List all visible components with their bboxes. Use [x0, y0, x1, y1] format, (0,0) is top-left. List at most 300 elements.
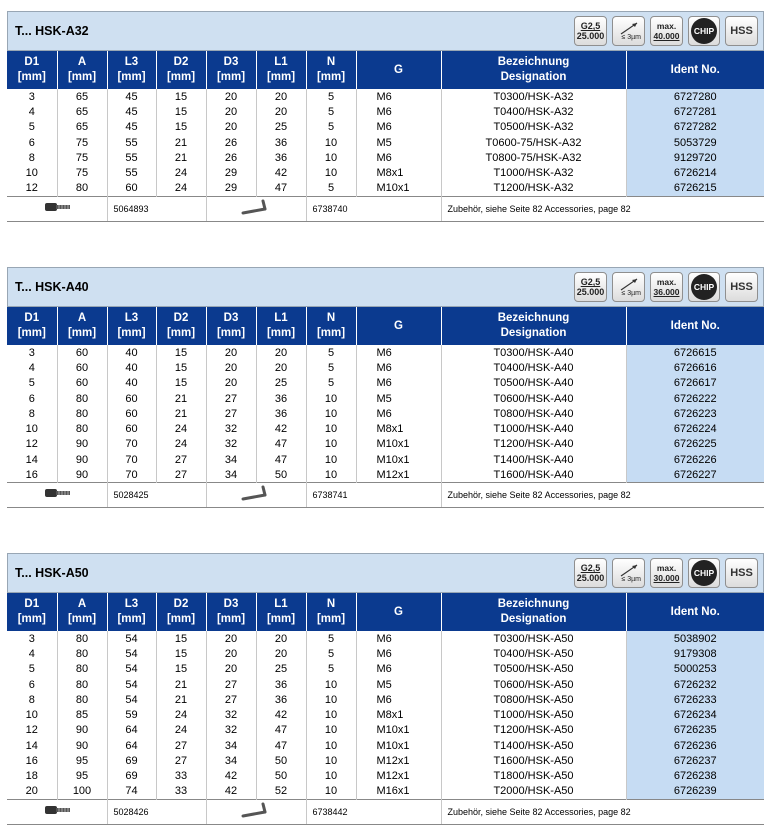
col-header-a: A [mm] — [57, 593, 107, 631]
cell-a: 90 — [57, 437, 107, 452]
cell-l3: 45 — [107, 104, 156, 119]
cell-n: 10 — [306, 452, 356, 467]
cell-d2: 24 — [156, 723, 206, 738]
cell-n: 10 — [306, 738, 356, 753]
cell-g: M6 — [356, 345, 441, 360]
cell-l1: 47 — [256, 452, 306, 467]
cell-a: 80 — [57, 181, 107, 196]
screw-icon — [7, 799, 107, 824]
cell-l3: 40 — [107, 376, 156, 391]
cell-a: 100 — [57, 784, 107, 799]
key-icon — [206, 196, 306, 221]
cell-designation: T0300/HSK-A32 — [441, 89, 626, 104]
section-title-bar — [7, 553, 764, 593]
cell-a: 80 — [57, 391, 107, 406]
cell-d1: 3 — [7, 345, 57, 360]
cell-d3: 20 — [206, 646, 256, 661]
cell-n: 5 — [306, 181, 356, 196]
product-section-1 — [7, 267, 764, 508]
cell-l1: 20 — [256, 89, 306, 104]
cell-l1: 25 — [256, 662, 306, 677]
cell-n: 10 — [306, 421, 356, 436]
cell-d2: 21 — [156, 391, 206, 406]
cell-d3: 20 — [206, 120, 256, 135]
cell-ident-no: 6726225 — [626, 437, 764, 452]
cell-ident-no: 6726227 — [626, 467, 764, 482]
table-row — [7, 376, 764, 391]
max-rpm-badge: max. 40.000 — [650, 16, 683, 46]
cell-ident-no: 6726223 — [626, 406, 764, 421]
cell-d3: 27 — [206, 391, 256, 406]
product-section-2 — [7, 553, 764, 825]
cell-l3: 54 — [107, 692, 156, 707]
cell-a: 80 — [57, 421, 107, 436]
cell-d3: 20 — [206, 89, 256, 104]
cell-d3: 27 — [206, 692, 256, 707]
cell-a: 75 — [57, 150, 107, 165]
cell-d1: 6 — [7, 391, 57, 406]
cell-d1: 4 — [7, 646, 57, 661]
col-header-d2: D2 [mm] — [156, 307, 206, 345]
cell-d1: 6 — [7, 135, 57, 150]
cell-l3: 40 — [107, 345, 156, 360]
cell-l1: 20 — [256, 104, 306, 119]
spec-badges — [574, 272, 758, 302]
cell-ident-no: 6726235 — [626, 723, 764, 738]
cell-ident-no: 9179308 — [626, 646, 764, 661]
cell-d2: 24 — [156, 165, 206, 180]
cell-n: 10 — [306, 467, 356, 482]
cell-d2: 24 — [156, 707, 206, 722]
cell-g: M6 — [356, 150, 441, 165]
table-row — [7, 360, 764, 375]
cell-d1: 20 — [7, 784, 57, 799]
table-header-row — [7, 307, 764, 345]
product-table — [7, 51, 764, 222]
table-row — [7, 406, 764, 421]
chip-icon: CHIP — [691, 560, 717, 586]
cell-a: 90 — [57, 723, 107, 738]
cell-designation: T0400/HSK-A40 — [441, 360, 626, 375]
balance-grade-badge: $\frac{G2,5}{25.000}$ — [574, 558, 607, 588]
cell-designation: T0300/HSK-A40 — [441, 345, 626, 360]
cell-designation: T1200/HSK-A50 — [441, 723, 626, 738]
cell-d2: 24 — [156, 421, 206, 436]
cell-designation: T0800/HSK-A50 — [441, 692, 626, 707]
cell-n: 5 — [306, 646, 356, 661]
cell-ident-no: 6726239 — [626, 784, 764, 799]
cell-l3: 70 — [107, 467, 156, 482]
cell-g: M5 — [356, 391, 441, 406]
cell-ident-no: 6726615 — [626, 345, 764, 360]
cell-a: 80 — [57, 646, 107, 661]
cell-g: M6 — [356, 376, 441, 391]
cell-d2: 21 — [156, 150, 206, 165]
accessory-screw-id: 5064893 — [107, 196, 206, 221]
cell-ident-no: 9129720 — [626, 150, 764, 165]
cell-d3: 20 — [206, 376, 256, 391]
cell-a: 65 — [57, 120, 107, 135]
cell-ident-no: 5000253 — [626, 662, 764, 677]
balance-grade-badge: $\frac{G2,5}{25.000}$ — [574, 272, 607, 302]
screw-icon — [7, 196, 107, 221]
cell-d2: 15 — [156, 376, 206, 391]
cell-d1: 4 — [7, 104, 57, 119]
cell-a: 60 — [57, 376, 107, 391]
cell-l1: 50 — [256, 753, 306, 768]
cell-l1: 36 — [256, 391, 306, 406]
cell-d3: 32 — [206, 723, 256, 738]
cell-a: 60 — [57, 345, 107, 360]
cell-n: 5 — [306, 376, 356, 391]
cell-n: 10 — [306, 723, 356, 738]
cell-g: M5 — [356, 135, 441, 150]
chip-badge — [688, 558, 720, 588]
cell-d2: 15 — [156, 120, 206, 135]
cell-d3: 42 — [206, 769, 256, 784]
cell-designation: T0500/HSK-A50 — [441, 662, 626, 677]
cell-designation: T1600/HSK-A50 — [441, 753, 626, 768]
cell-d1: 3 — [7, 89, 57, 104]
cell-d1: 18 — [7, 769, 57, 784]
cell-d2: 15 — [156, 360, 206, 375]
col-header-d3: D3 [mm] — [206, 51, 256, 89]
col-header-designation: Bezeichnung Designation — [441, 307, 626, 345]
accessory-key-id: 6738741 — [306, 483, 441, 508]
cell-d3: 34 — [206, 452, 256, 467]
col-header-a: A [mm] — [57, 307, 107, 345]
cell-l1: 42 — [256, 421, 306, 436]
accessory-row — [7, 196, 764, 221]
cell-l3: 55 — [107, 135, 156, 150]
cell-g: M6 — [356, 646, 441, 661]
cell-ident-no: 6726224 — [626, 421, 764, 436]
cell-d2: 27 — [156, 467, 206, 482]
runout-badge: ≤ 3µm — [612, 16, 645, 46]
table-row — [7, 135, 764, 150]
cell-d3: 29 — [206, 181, 256, 196]
cell-g: M12x1 — [356, 467, 441, 482]
cell-l1: 36 — [256, 406, 306, 421]
cell-n: 5 — [306, 662, 356, 677]
cell-designation: T0600/HSK-A40 — [441, 391, 626, 406]
cell-n: 10 — [306, 707, 356, 722]
cell-d3: 42 — [206, 784, 256, 799]
cell-a: 80 — [57, 406, 107, 421]
cell-d1: 8 — [7, 406, 57, 421]
product-table — [7, 307, 764, 508]
cell-designation: T0500/HSK-A40 — [441, 376, 626, 391]
cell-d1: 5 — [7, 662, 57, 677]
cell-d1: 12 — [7, 437, 57, 452]
cell-n: 10 — [306, 784, 356, 799]
cell-d1: 4 — [7, 360, 57, 375]
cell-l3: 69 — [107, 753, 156, 768]
cell-l1: 47 — [256, 437, 306, 452]
cell-designation: T1200/HSK-A32 — [441, 181, 626, 196]
cell-a: 80 — [57, 677, 107, 692]
cell-a: 80 — [57, 662, 107, 677]
accessory-key-id: 6738442 — [306, 799, 441, 824]
key-icon — [206, 483, 306, 508]
table-body — [7, 89, 764, 221]
cell-l1: 47 — [256, 181, 306, 196]
table-row — [7, 345, 764, 360]
cell-g: M10x1 — [356, 738, 441, 753]
cell-d3: 29 — [206, 165, 256, 180]
cell-l3: 74 — [107, 784, 156, 799]
cell-ident-no: 6726236 — [626, 738, 764, 753]
cell-n: 10 — [306, 692, 356, 707]
cell-designation: T0300/HSK-A50 — [441, 631, 626, 646]
cell-d1: 16 — [7, 753, 57, 768]
accessory-note: Zubehör, siehe Seite 82 Accessories, page 82 — [441, 196, 764, 221]
col-header-d1: D1 [mm] — [7, 593, 57, 631]
cell-ident-no: 6726238 — [626, 769, 764, 784]
cell-l3: 59 — [107, 707, 156, 722]
col-header-l1: L1 [mm] — [256, 307, 306, 345]
cell-n: 10 — [306, 150, 356, 165]
section-title: T... HSK-A40 — [15, 280, 89, 294]
cell-d1: 14 — [7, 738, 57, 753]
col-header-a: A [mm] — [57, 51, 107, 89]
product-section-0 — [7, 11, 764, 222]
cell-ident-no: 5053729 — [626, 135, 764, 150]
cell-ident-no: 6726215 — [626, 181, 764, 196]
cell-d3: 20 — [206, 104, 256, 119]
cell-a: 85 — [57, 707, 107, 722]
table-row — [7, 738, 764, 753]
cell-g: M6 — [356, 631, 441, 646]
cell-d2: 24 — [156, 437, 206, 452]
cell-a: 95 — [57, 753, 107, 768]
accessory-note: Zubehör, siehe Seite 82 Accessories, page 82 — [441, 483, 764, 508]
spec-badges — [574, 16, 758, 46]
cell-l1: 50 — [256, 769, 306, 784]
cell-l1: 20 — [256, 360, 306, 375]
max-rpm-badge: max. 36.000 — [650, 272, 683, 302]
cell-d2: 15 — [156, 89, 206, 104]
cell-a: 90 — [57, 452, 107, 467]
cell-n: 5 — [306, 104, 356, 119]
hss-badge: HSS — [725, 16, 758, 46]
cell-g: M10x1 — [356, 723, 441, 738]
balance-grade-badge: $\frac{G2,5}{25.000}$ — [574, 16, 607, 46]
cell-g: M6 — [356, 360, 441, 375]
cell-l1: 20 — [256, 646, 306, 661]
cell-d1: 8 — [7, 692, 57, 707]
col-header-n: N [mm] — [306, 307, 356, 345]
cell-g: M10x1 — [356, 181, 441, 196]
accessory-note: Zubehör, siehe Seite 82 Accessories, page 82 — [441, 799, 764, 824]
cell-d3: 20 — [206, 631, 256, 646]
col-header-d1: D1 [mm] — [7, 51, 57, 89]
table-body — [7, 631, 764, 824]
chip-badge — [688, 272, 720, 302]
cell-l3: 54 — [107, 677, 156, 692]
cell-l1: 25 — [256, 376, 306, 391]
cell-g: M6 — [356, 692, 441, 707]
cell-a: 75 — [57, 135, 107, 150]
col-header-l3: L3 [mm] — [107, 593, 156, 631]
cell-designation: T1800/HSK-A50 — [441, 769, 626, 784]
cell-d2: 33 — [156, 784, 206, 799]
hss-badge: HSS — [725, 558, 758, 588]
cell-g: M8x1 — [356, 707, 441, 722]
cell-d1: 5 — [7, 376, 57, 391]
cell-n: 5 — [306, 120, 356, 135]
cell-n: 10 — [306, 769, 356, 784]
cell-l1: 36 — [256, 677, 306, 692]
cell-ident-no: 6726232 — [626, 677, 764, 692]
col-header-d3: D3 [mm] — [206, 307, 256, 345]
cell-g: M6 — [356, 104, 441, 119]
col-header-l3: L3 [mm] — [107, 307, 156, 345]
cell-designation: T0800-75/HSK-A32 — [441, 150, 626, 165]
cell-a: 80 — [57, 631, 107, 646]
cell-d3: 34 — [206, 467, 256, 482]
cell-designation: T0600/HSK-A50 — [441, 677, 626, 692]
table-row — [7, 120, 764, 135]
cell-l3: 45 — [107, 120, 156, 135]
cell-g: M8x1 — [356, 421, 441, 436]
cell-d3: 20 — [206, 662, 256, 677]
table-row — [7, 437, 764, 452]
spec-badges — [574, 558, 758, 588]
col-header-d3: D3 [mm] — [206, 593, 256, 631]
cell-l1: 20 — [256, 345, 306, 360]
cell-d3: 34 — [206, 738, 256, 753]
cell-ident-no: 6726222 — [626, 391, 764, 406]
cell-n: 10 — [306, 406, 356, 421]
cell-l1: 52 — [256, 784, 306, 799]
cell-d2: 24 — [156, 181, 206, 196]
cell-d2: 27 — [156, 753, 206, 768]
col-header-l1: L1 [mm] — [256, 593, 306, 631]
table-row — [7, 452, 764, 467]
cell-g: M10x1 — [356, 437, 441, 452]
cell-l1: 47 — [256, 738, 306, 753]
accessory-row — [7, 483, 764, 508]
cell-n: 5 — [306, 89, 356, 104]
table-row — [7, 753, 764, 768]
cell-l3: 60 — [107, 181, 156, 196]
table-row — [7, 391, 764, 406]
cell-ident-no: 6726617 — [626, 376, 764, 391]
cell-d1: 14 — [7, 452, 57, 467]
cell-d1: 10 — [7, 707, 57, 722]
runout-badge: ≤ 3µm — [612, 558, 645, 588]
cell-d3: 26 — [206, 150, 256, 165]
cell-g: M6 — [356, 662, 441, 677]
col-header-l1: L1 [mm] — [256, 51, 306, 89]
cell-designation: T1400/HSK-A40 — [441, 452, 626, 467]
cell-ident-no: 6726237 — [626, 753, 764, 768]
cell-l3: 54 — [107, 631, 156, 646]
cell-a: 60 — [57, 360, 107, 375]
cell-g: M16x1 — [356, 784, 441, 799]
cell-l3: 70 — [107, 437, 156, 452]
cell-l3: 64 — [107, 723, 156, 738]
cell-designation: T0400/HSK-A50 — [441, 646, 626, 661]
table-row — [7, 707, 764, 722]
section-title: T... HSK-A32 — [15, 24, 89, 38]
cell-n: 10 — [306, 437, 356, 452]
cell-d2: 21 — [156, 692, 206, 707]
cell-n: 10 — [306, 135, 356, 150]
cell-l3: 60 — [107, 391, 156, 406]
col-header-d2: D2 [mm] — [156, 593, 206, 631]
cell-d2: 21 — [156, 406, 206, 421]
col-header-g: G — [356, 307, 441, 345]
cell-l1: 20 — [256, 631, 306, 646]
cell-g: M5 — [356, 677, 441, 692]
cell-d3: 32 — [206, 707, 256, 722]
cell-n: 10 — [306, 165, 356, 180]
table-row — [7, 165, 764, 180]
cell-n: 5 — [306, 360, 356, 375]
cell-ident-no: 6727281 — [626, 104, 764, 119]
cell-designation: T0600-75/HSK-A32 — [441, 135, 626, 150]
cell-d2: 33 — [156, 769, 206, 784]
cell-d2: 15 — [156, 646, 206, 661]
cell-designation: T1000/HSK-A50 — [441, 707, 626, 722]
cell-d3: 32 — [206, 421, 256, 436]
cell-ident-no: 5038902 — [626, 631, 764, 646]
cell-d3: 20 — [206, 345, 256, 360]
cell-d2: 27 — [156, 738, 206, 753]
cell-a: 80 — [57, 692, 107, 707]
runout-badge: ≤ 3µm — [612, 272, 645, 302]
cell-l3: 69 — [107, 769, 156, 784]
cell-d2: 15 — [156, 662, 206, 677]
cell-l3: 64 — [107, 738, 156, 753]
cell-n: 5 — [306, 345, 356, 360]
cell-d1: 10 — [7, 421, 57, 436]
cell-ident-no: 6727282 — [626, 120, 764, 135]
cell-l1: 42 — [256, 707, 306, 722]
cell-ident-no: 6726226 — [626, 452, 764, 467]
cell-d3: 27 — [206, 677, 256, 692]
cell-l3: 70 — [107, 452, 156, 467]
table-row — [7, 89, 764, 104]
hss-badge: HSS — [725, 272, 758, 302]
cell-l3: 60 — [107, 421, 156, 436]
col-header-ident-no: Ident No. — [626, 307, 764, 345]
cell-d3: 20 — [206, 360, 256, 375]
cell-l3: 55 — [107, 150, 156, 165]
cell-d1: 12 — [7, 181, 57, 196]
cell-l3: 54 — [107, 662, 156, 677]
table-row — [7, 662, 764, 677]
cell-l1: 36 — [256, 150, 306, 165]
cell-a: 90 — [57, 467, 107, 482]
cell-g: M6 — [356, 120, 441, 135]
cell-l3: 45 — [107, 89, 156, 104]
cell-d1: 16 — [7, 467, 57, 482]
table-row — [7, 677, 764, 692]
col-header-designation: Bezeichnung Designation — [441, 51, 626, 89]
cell-designation: T0400/HSK-A32 — [441, 104, 626, 119]
table-row — [7, 723, 764, 738]
cell-d2: 15 — [156, 104, 206, 119]
col-header-g: G — [356, 51, 441, 89]
accessory-row — [7, 799, 764, 824]
section-title: T... HSK-A50 — [15, 566, 89, 580]
cell-g: M8x1 — [356, 165, 441, 180]
col-header-d2: D2 [mm] — [156, 51, 206, 89]
table-body — [7, 345, 764, 508]
